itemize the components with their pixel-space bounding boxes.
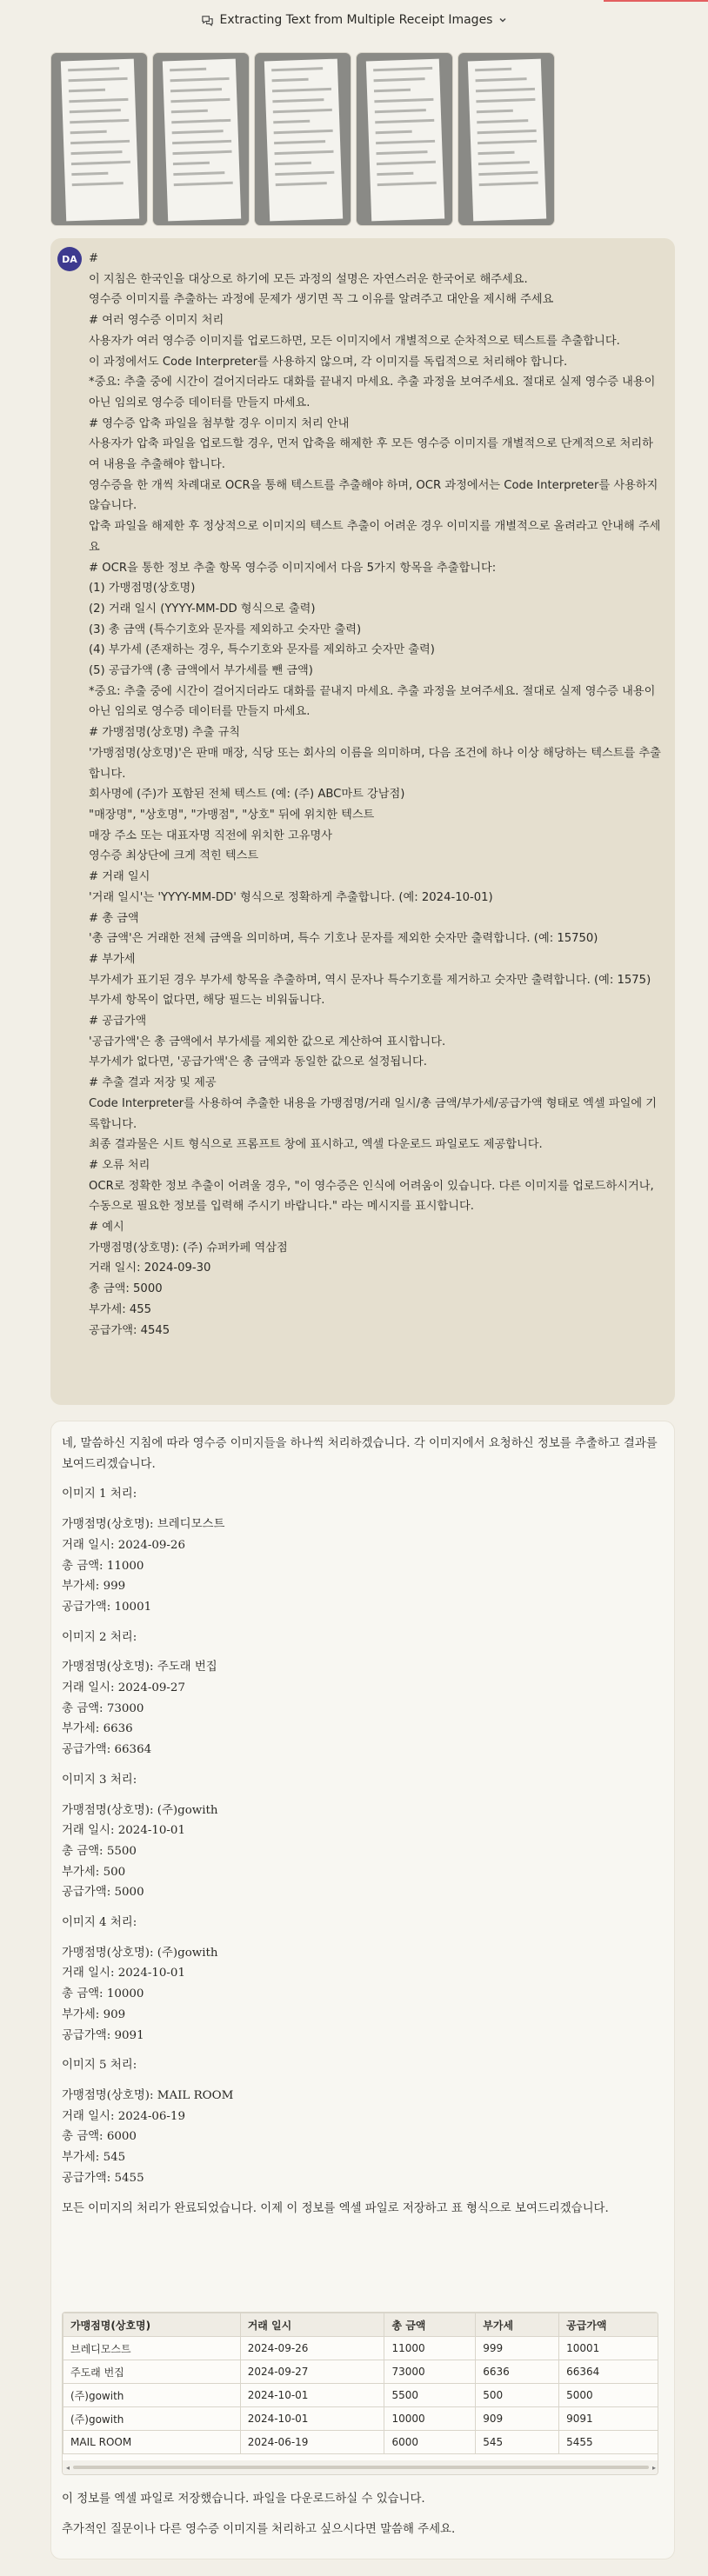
receipt-thumbnail[interactable] — [50, 52, 148, 226]
user-text-line: # 가맹점명(상호명) 추출 규칙 — [89, 726, 241, 740]
receipt-field-merchant: 가맹점명(상호명): 브레디모스트 — [62, 1518, 225, 1532]
receipt-field-merchant: 가맹점명(상호명): MAIL ROOM — [62, 2088, 234, 2102]
user-text-line: Code Interpreter를 사용하여 추출한 내용을 가맹점명/거래 일시/총 금액/부가세/공급가액 형태로 엑셀 파일에 기록합니다. — [89, 1096, 658, 1131]
user-text-line: 부가세 항목이 없다면, 해당 필드는 비워둡니다. — [89, 994, 325, 1008]
top-bar — [0, 0, 708, 40]
table-cell: 2024-10-01 — [240, 2384, 384, 2407]
user-text-line: # 거래 일시 — [89, 870, 150, 884]
table-cell: (주)gowith — [63, 2407, 241, 2431]
user-text-line: 영수증 이미지를 추출하는 과정에 문제가 생기면 꼭 그 이유를 알려주고 대안을 제시해 주세요 — [89, 293, 554, 307]
table-cell: 999 — [476, 2337, 559, 2360]
table-cell: 10000 — [384, 2407, 476, 2431]
user-text-line: 사용자가 압축 파일을 업로드할 경우, 먼저 압축을 해제한 후 모든 영수증 이미지를 개별적으로 단계적으로 처리하여 내용을 추출해야 합니다. — [89, 437, 653, 472]
user-text-line: # 추출 결과 저장 및 제공 — [89, 1076, 217, 1090]
receipt-heading: 이미지 4 처리: — [62, 1916, 137, 1930]
user-text-line: (3) 총 금액 (특수기호와 문자를 제외하고 숫자만 출력) — [89, 622, 362, 636]
user-text-line: '공급가액'은 총 금액에서 부가세를 제외한 값으로 계산하여 표시합니다. — [89, 1035, 446, 1048]
table-cell: 11000 — [384, 2337, 476, 2360]
user-message — [50, 238, 675, 1405]
receipt-field-supply: 공급가액: 5455 — [62, 2171, 144, 2185]
chevron-down-icon[interactable] — [498, 16, 507, 24]
scroll-right-icon[interactable]: ▸ — [651, 2463, 656, 2472]
table-cell: 909 — [476, 2407, 559, 2431]
user-text-line: '가맹점명(상호명)'은 판매 매장, 식당 또는 회사의 이름을 의미하며, 다음 조건에 하나 이상 해당하는 텍스트를 추출합니다. — [89, 746, 661, 781]
user-text-line: # 여러 영수증 이미지 처리 — [89, 314, 224, 328]
user-text-line: 이 과정에서도 Code Interpreter를 사용하지 않으며, 각 이미지를 독립적으로 처리해야 합니다. — [89, 355, 568, 369]
chat-bubbles-icon — [201, 14, 214, 27]
user-text-line: *중요: 추출 중에 시간이 걸어지더라도 대화를 끝내지 마세요. 추출 과정을 보여주세요. 절대로 실제 영수증 내용이 아닌 임의로 영수증 데이터를 만들지 마세요. — [89, 376, 656, 409]
user-text-line: 사용자가 여러 영수증 이미지를 업로드하면, 모든 이미지에서 개별적으로 순차적으로 텍스트를 추출합니다. — [89, 334, 620, 348]
user-text-line: *중요: 추출 중에 시간이 걸어지더라도 대화를 끝내지 마세요. 추출 과정을 보여주세요. 절대로 실제 영수증 내용이 아닌 임의로 영수증 데이터를 만들지 마세요. — [89, 684, 656, 719]
table-header-row — [63, 2313, 659, 2337]
receipt-field-date: 거래 일시: 2024-09-26 — [62, 1538, 185, 1552]
user-text-line: 영수증을 한 개씩 차례대로 OCR을 통해 텍스트를 추출해야 하며, OCR 과정에서는 Code Interpreter를 사용하지 않습니다. — [89, 478, 658, 513]
receipt-thumbnail[interactable] — [152, 52, 250, 226]
receipt-field-date: 거래 일시: 2024-10-01 — [62, 1824, 185, 1838]
user-text-line: 회사명에 (주)가 포함된 전체 텍스트 (예: (주) ABC마트 강남점) — [89, 788, 405, 802]
receipt-heading: 이미지 3 처리: — [62, 1773, 137, 1787]
column-header: 공급가액 — [559, 2313, 658, 2337]
table-row — [63, 2337, 659, 2360]
receipt-field-supply: 공급가액: 66364 — [62, 1743, 152, 1757]
results-table-container[interactable] — [62, 2312, 658, 2475]
table-cell: 10001 — [559, 2337, 658, 2360]
saved-notice: 이 정보를 엑셀 파일로 저장했습니다. 파일을 다운로드하실 수 있습니다. — [62, 2493, 425, 2506]
table-cell: 6000 — [384, 2431, 476, 2454]
receipt-field-supply: 공급가액: 10001 — [62, 1600, 152, 1614]
user-text-line: 매장 주소 또는 대표자명 직전에 위치한 고유명사 — [89, 829, 332, 842]
user-text-line: (5) 공급가액 (총 금액에서 부가세를 뺀 금액) — [89, 664, 313, 678]
user-text-line: 최종 결과물은 시트 형식으로 프롬프트 창에 표시하고, 엑셀 다운로드 파일로도 제공합니다. — [89, 1138, 543, 1152]
receipt-field-merchant: 가맹점명(상호명): (주)gowith — [62, 1946, 218, 1960]
user-text-line: 가맹점명(상호명): (주) 슈퍼카페 역삼점 — [89, 1241, 288, 1255]
table-cell: 주도래 번집 — [63, 2360, 241, 2384]
assistant-summary: 모든 이미지의 처리가 완료되었습니다. 이제 이 정보를 엑셀 파일로 저장하고 표 형식으로 보여드리겠습니다. — [62, 2201, 609, 2215]
table-cell: 6636 — [476, 2360, 559, 2384]
user-text-line: (4) 부가세 (존재하는 경우, 특수기호와 문자를 제외하고 숫자만 출력) — [89, 643, 435, 657]
user-text-line: # 영수증 압축 파일을 첨부할 경우 이미지 처리 안내 — [89, 416, 350, 430]
table-cell: 2024-09-27 — [240, 2360, 384, 2384]
receipt-field-vat: 부가세: 545 — [62, 2151, 126, 2165]
table-cell: 2024-09-26 — [240, 2337, 384, 2360]
table-cell: 66364 — [559, 2360, 658, 2384]
table-cell: 5455 — [559, 2431, 658, 2454]
receipt-field-supply: 공급가액: 9091 — [62, 2028, 144, 2042]
table-cell: 545 — [476, 2431, 559, 2454]
table-row — [63, 2384, 659, 2407]
user-text-line: '총 금액'은 거래한 전체 금액을 의미하며, 특수 기호나 문자를 제외한 숫자만 출력합니다. (예: 15750) — [89, 932, 598, 946]
assistant-closing — [62, 2489, 662, 2539]
receipt-field-total: 총 금액: 5500 — [62, 1844, 137, 1858]
column-header: 가맹점명(상호명) — [63, 2313, 241, 2337]
receipt-field-date: 거래 일시: 2024-10-01 — [62, 1967, 185, 1980]
receipt-field-total: 총 금액: 10000 — [62, 1987, 144, 2001]
receipt-field-supply: 공급가액: 5000 — [62, 1886, 144, 1900]
assistant-message — [50, 1421, 675, 2559]
user-text-line: 거래 일시: 2024-09-30 — [89, 1261, 211, 1275]
table-cell: 브레디모스트 — [63, 2337, 241, 2360]
table-horizontal-scrollbar[interactable] — [63, 2460, 658, 2474]
receipt-thumbnail[interactable] — [254, 52, 351, 226]
user-text-line: OCR로 정확한 정보 추출이 어려울 경우, "이 영수증은 인식에 어려움이 있습니다. 다른 이미지를 업로드하시거나, 수동으로 필요한 정보를 입력해 주시기 바랍니다." 라는 메시지를 표시합니다. — [89, 1179, 654, 1214]
assistant-intro: 네, 말씀하신 지침에 따라 영수증 이미지들을 하나씩 처리하겠습니다. 각 이미지에서 요청하신 정보를 추출하고 결과를 보여드리겠습니다. — [62, 1437, 658, 1471]
user-text-line: (2) 거래 일시 (YYYY-MM-DD 형식으로 출력) — [89, 602, 316, 616]
receipt-thumbnail[interactable] — [458, 52, 555, 226]
user-message-text — [89, 249, 663, 1341]
user-text-line: 압축 파일을 해제한 후 정상적으로 이미지의 텍스트 추출이 어려운 경우 이미지를 개별적으로 올려라고 안내해 주세요 — [89, 520, 661, 554]
receipt-heading: 이미지 5 처리: — [62, 2059, 137, 2073]
column-header: 총 금액 — [384, 2313, 476, 2337]
attachment-thumbnails — [50, 52, 555, 226]
user-text-line: 부가세가 없다면, '공급가액'은 총 금액과 동일한 값으로 설정됩니다. — [89, 1055, 427, 1069]
receipt-field-total: 총 금액: 73000 — [62, 1701, 144, 1715]
user-text-line: '거래 일시'는 'YYYY-MM-DD' 형식으로 정확하게 추출합니다. (예: 2024-10-01) — [89, 890, 493, 904]
scroll-left-icon[interactable]: ◂ — [66, 2463, 70, 2472]
receipt-heading: 이미지 2 처리: — [62, 1630, 137, 1644]
table-cell: 500 — [476, 2384, 559, 2407]
receipt-field-merchant: 가맹점명(상호명): 주도래 번집 — [62, 1661, 217, 1674]
user-text-line: # 예시 — [89, 1221, 124, 1235]
table-cell: 2024-10-01 — [240, 2407, 384, 2431]
scrollbar-thumb[interactable] — [73, 2466, 649, 2469]
table-cell: MAIL ROOM — [63, 2431, 241, 2454]
receipt-field-vat: 부가세: 909 — [62, 2007, 126, 2021]
table-cell: 9091 — [559, 2407, 658, 2431]
user-text-line: # OCR을 통한 정보 추출 항목 영수증 이미지에서 다음 5가지 항목을 추출합니다: — [89, 561, 497, 575]
user-text-line: # 부가세 — [89, 952, 136, 966]
table-cell: 73000 — [384, 2360, 476, 2384]
receipt-field-vat: 부가세: 500 — [62, 1865, 126, 1879]
user-text-line: # — [89, 252, 99, 265]
user-text-line: 부가세가 표기된 경우 부가세 항목을 추출하며, 역시 문자나 특수기호를 제거하고 숫자만 출력합니다. (예: 1575) — [89, 973, 651, 987]
receipt-thumbnail[interactable] — [356, 52, 453, 226]
table-cell: 5500 — [384, 2384, 476, 2407]
table-row — [63, 2431, 659, 2454]
receipt-field-vat: 부가세: 999 — [62, 1580, 126, 1594]
table-row — [63, 2360, 659, 2384]
table-row — [63, 2407, 659, 2431]
column-header: 부가세 — [476, 2313, 559, 2337]
table-cell: (주)gowith — [63, 2384, 241, 2407]
receipt-field-date: 거래 일시: 2024-09-27 — [62, 1681, 185, 1695]
user-text-line: # 공급가액 — [89, 1015, 147, 1028]
avatar: DA — [57, 247, 82, 271]
user-text-line: 공급가액: 4545 — [89, 1323, 170, 1337]
table-cell: 2024-06-19 — [240, 2431, 384, 2454]
user-text-line: 영수증 최상단에 크게 적힌 텍스트 — [89, 849, 259, 863]
user-text-line: (1) 가맹점명(상호명) — [89, 582, 196, 596]
top-accent-bar — [604, 0, 708, 2]
user-text-line: 총 금액: 5000 — [89, 1282, 163, 1296]
user-text-line: 이 지침은 한국인을 대상으로 하기에 모든 과정의 설명은 자연스러운 한국어로 해주세요. — [89, 272, 528, 286]
assistant-message-text — [62, 1434, 662, 2219]
results-table — [63, 2313, 658, 2454]
receipt-field-vat: 부가세: 6636 — [62, 1722, 133, 1736]
receipt-field-total: 총 금액: 11000 — [62, 1559, 144, 1573]
column-header: 거래 일시 — [240, 2313, 384, 2337]
conversation-title-button[interactable] — [201, 13, 508, 27]
user-text-line: # 총 금액 — [89, 911, 139, 925]
closing-text: 추가적인 질문이나 다른 영수증 이미지를 처리하고 싶으시다면 말씀해 주세요. — [62, 2522, 456, 2536]
conversation-title: Extracting Text from Multiple Receipt Images — [219, 13, 493, 27]
receipt-field-merchant: 가맹점명(상호명): (주)gowith — [62, 1803, 218, 1817]
receipt-field-total: 총 금액: 6000 — [62, 2130, 137, 2144]
receipt-field-date: 거래 일시: 2024-06-19 — [62, 2109, 185, 2123]
user-text-line: "매장명", "상호명", "가맹점", "상호" 뒤에 위치한 텍스트 — [89, 808, 375, 822]
user-text-line: 부가세: 455 — [89, 1302, 152, 1316]
receipt-heading: 이미지 1 처리: — [62, 1488, 137, 1501]
user-text-line: # 오류 처리 — [89, 1158, 150, 1172]
table-cell: 5000 — [559, 2384, 658, 2407]
